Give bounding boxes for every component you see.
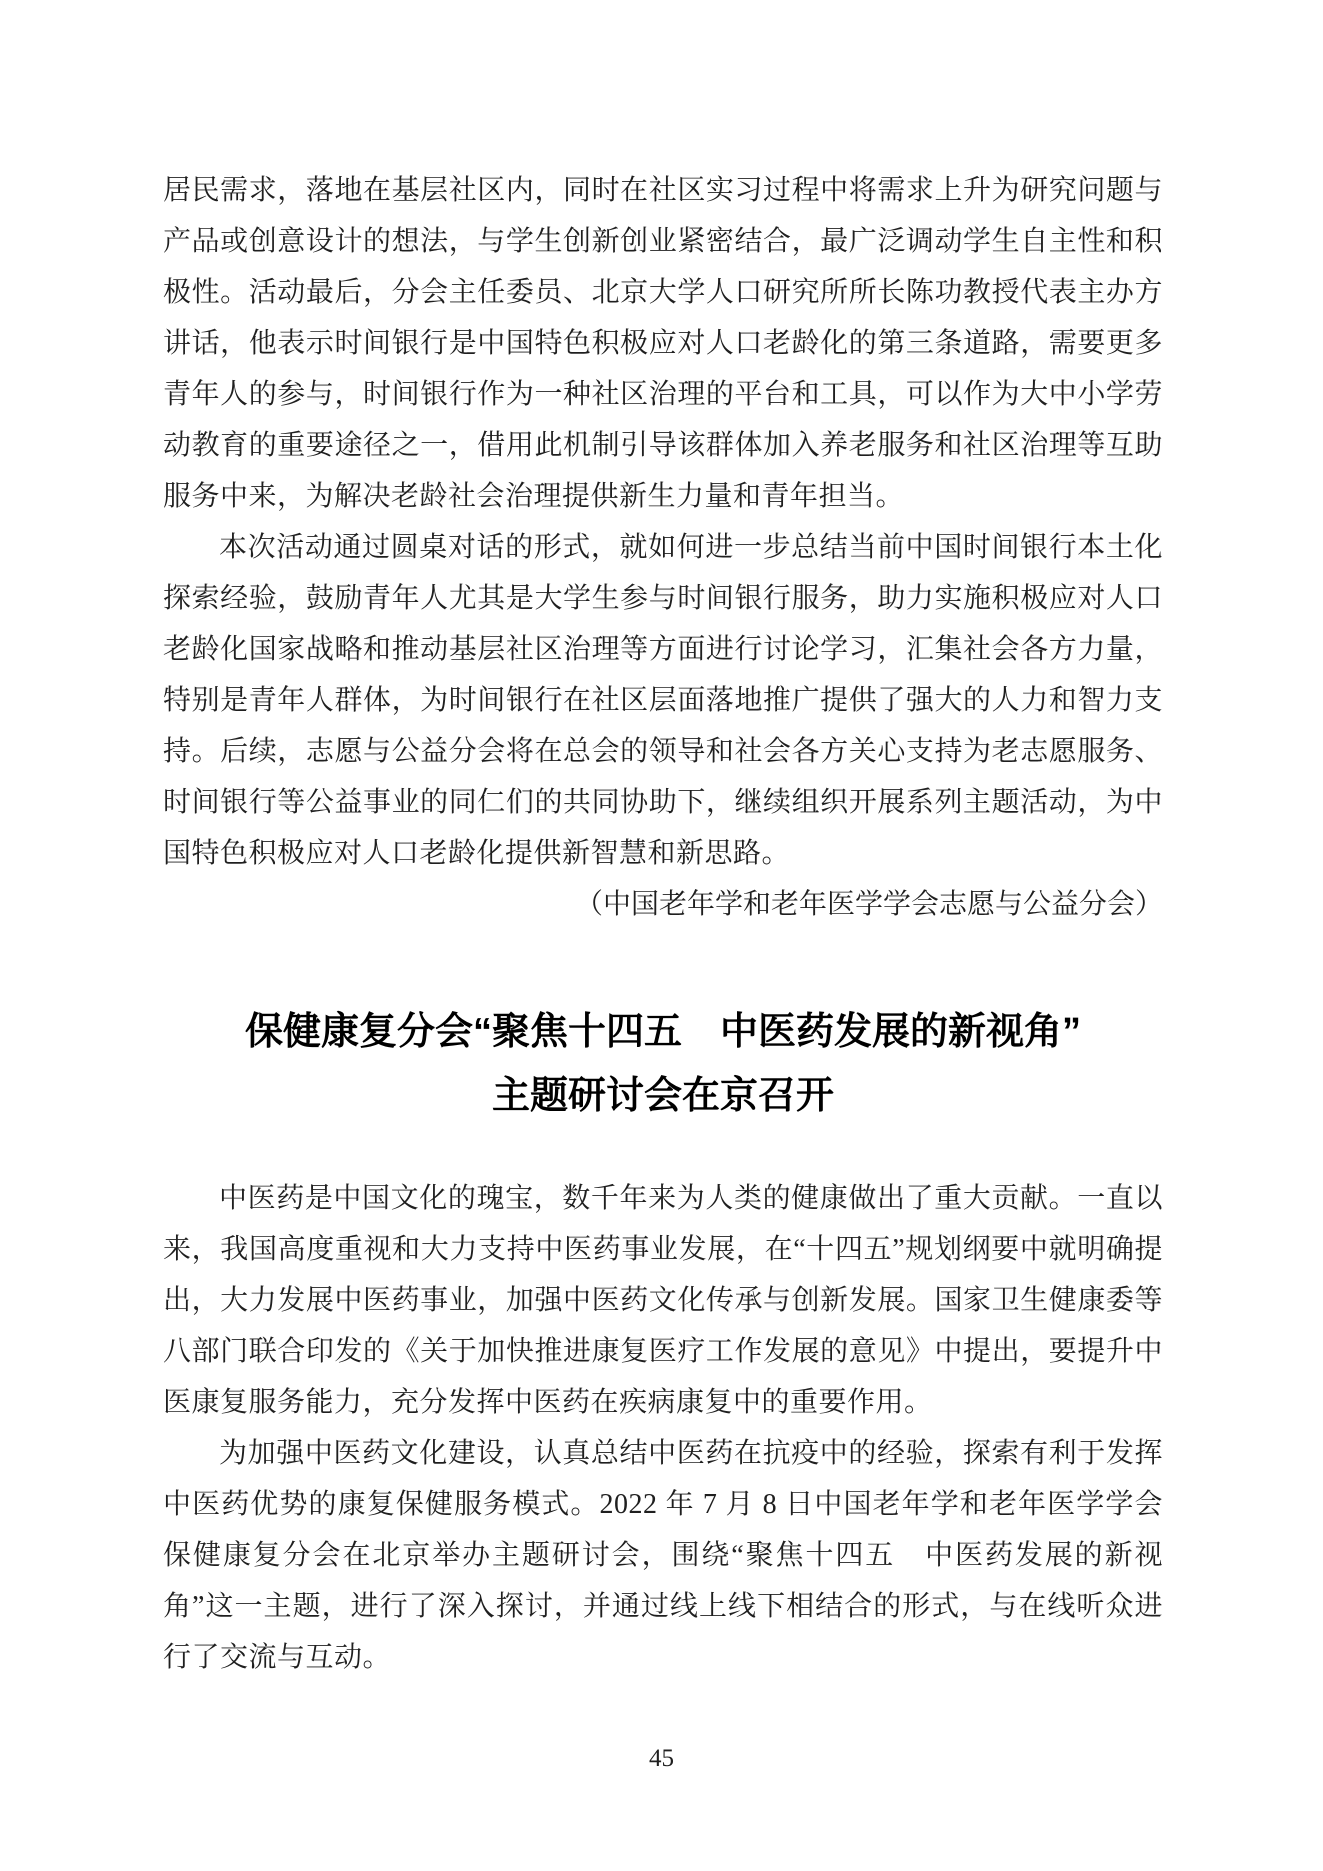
article-title	[163, 1000, 1163, 1128]
attribution-line: （中国老年学和老年医学学会志愿与公益分会）	[574, 889, 1163, 920]
page-number: 45	[649, 1745, 674, 1772]
new-article-paragraph-2: 为加强中医药文化建设，认真总结中医药在抗疫中的经验，探索有利于发挥中医药优势的康复保健服务模式。2022 年 7 月 8 日中国老年学和老年医学学会保健康复分会在北京举办主题研讨会，围绕“聚焦十四五 中医药发展的新视角”这一主题，进行了深入探讨，并通过线上线下相结合的形式，与在线听众进行了交流与互动。	[163, 1438, 1163, 1673]
previous-article-closing-paragraph: 本次活动通过圆桌对话的形式，就如何进一步总结当前中国时间银行本土化探索经验，鼓励青年人尤其是大学生参与时间银行服务，助力实施积极应对人口老龄化国家战略和推动基层社区治理等方面进行讨论学习，汇集社会各方力量，特别是青年人群体，为时间银行在社区层面落地推广提供了强大的人力和智力支持。后续，志愿与公益分会将在总会的领导和社会各方关心支持为老志愿服务、时间银行等公益事业的同仁们的共同协助下，继续组织开展系列主题活动，为中国特色积极应对人口老龄化提供新智慧和新思路。	[163, 532, 1163, 869]
article-title-line-1: 保健康复分会“聚焦十四五 中医药发展的新视角”	[244, 1011, 1081, 1053]
new-article-paragraph-1: 中医药是中国文化的瑰宝，数千年来为人类的健康做出了重大贡献。一直以来，我国高度重视和大力支持中医药事业发展，在“十四五”规划纲要中就明确提出，大力发展中医药事业，加强中医药文化传承与创新发展。国家卫生健康委等八部门联合印发的《关于加快推进康复医疗工作发展的意见》中提出，要提升中医康复服务能力，充分发挥中医药在疾病康复中的重要作用。	[163, 1183, 1163, 1418]
article-title-line-2: 主题研讨会在京召开	[491, 1075, 834, 1117]
previous-article-continuation-paragraph: 居民需求，落地在基层社区内，同时在社区实习过程中将需求上升为研究问题与产品或创意设计的想法，与学生创新创业紧密结合，最广泛调动学生自主性和积极性。活动最后，分会主任委员、北京大学人口研究所所长陈功教授代表主办方讲话，他表示时间银行是中国特色积极应对人口老龄化的第三条道路，需要更多青年人的参与，时间银行作为一种社区治理的平台和工具，可以作为大中小学劳动教育的重要途径之一，借用此机制引导该群体加入养老服务和社区治理等互助服务中来，为解决老龄社会治理提供新生力量和青年担当。	[163, 175, 1163, 512]
page-content	[163, 165, 1163, 1683]
